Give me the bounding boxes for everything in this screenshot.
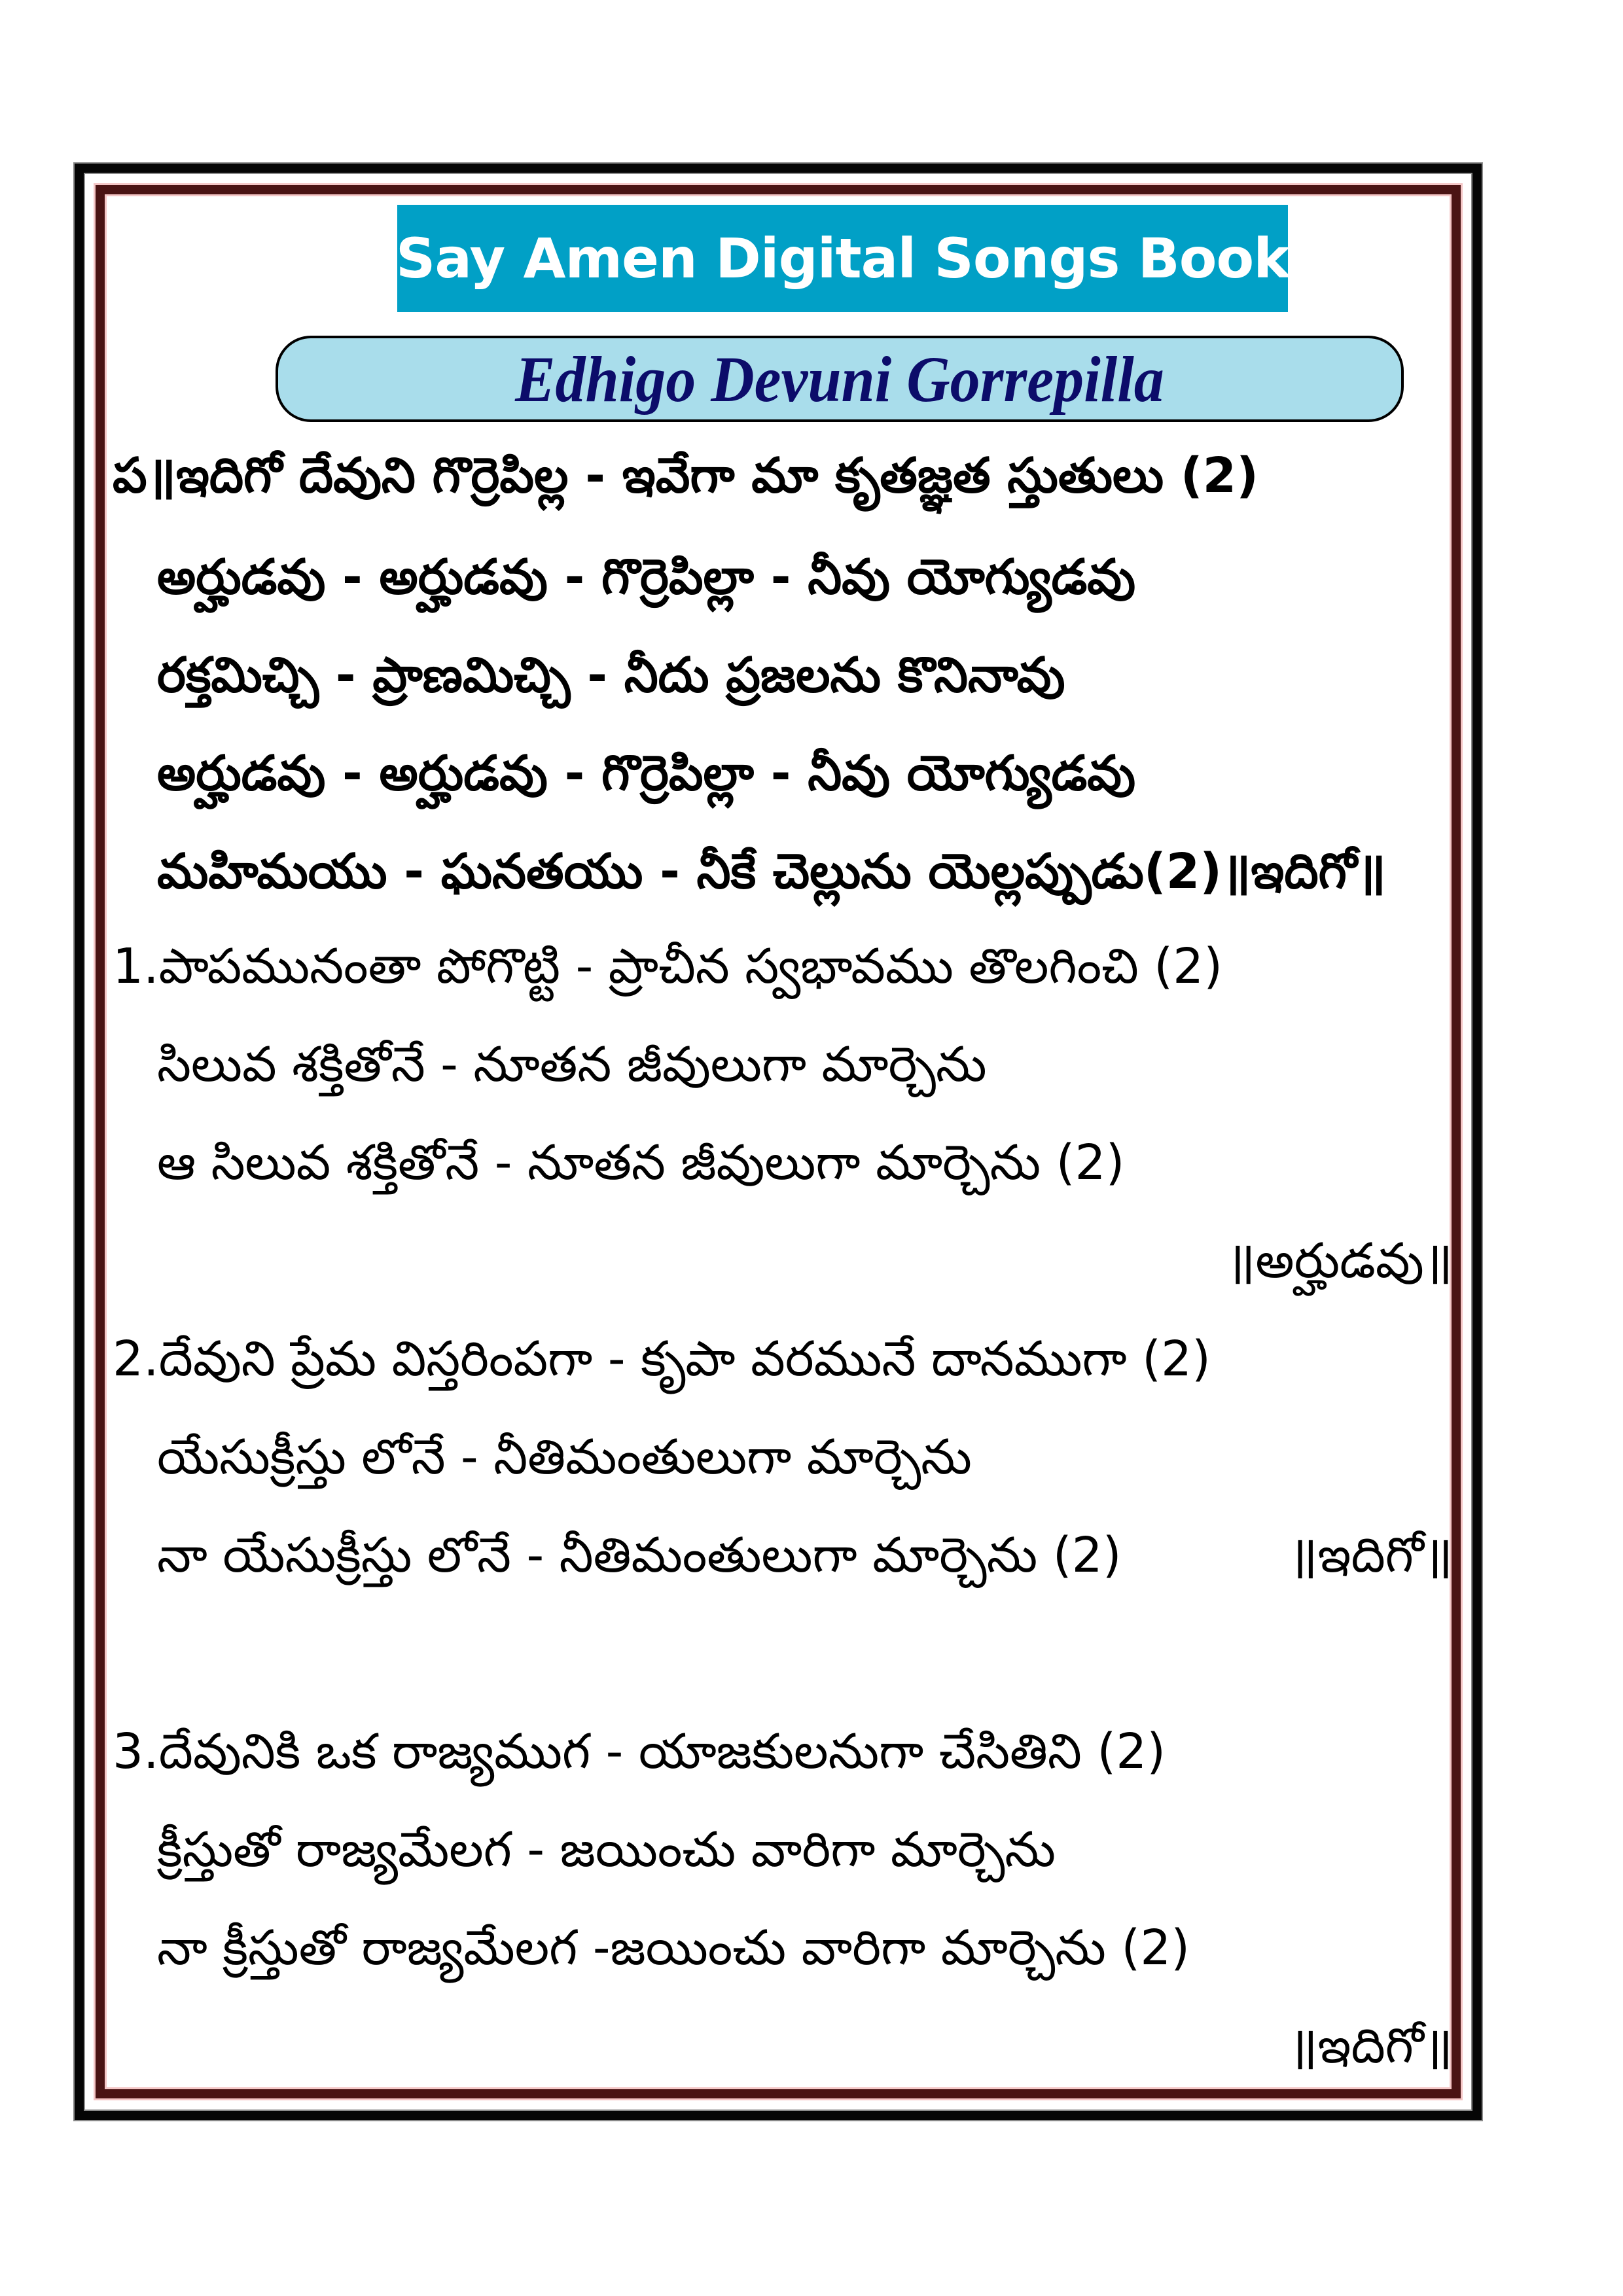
brand-banner-text: Say Amen Digital Songs Book	[395, 226, 1290, 291]
chorus-line: అర్హుడవు - అర్హుడవు - గొర్రెపిల్లా - నీవు యోగ్యుడవు	[157, 549, 1136, 605]
verse-3-line: నా క్రీస్తుతో రాజ్యమేలగ -జయించు వారిగా మార్చెను (2)	[157, 1920, 1190, 1976]
verse-3-line: 3.దేవునికి ఒక రాజ్యముగ - యాజకులనుగా చేసితిని (2)	[113, 1723, 1166, 1780]
verse-2-line: 2.దేవుని ప్రేమ విస్తరింపగా - కృపా వరమునే దానముగా (2)	[113, 1331, 1211, 1387]
verse-2-line: నా యేసుక్రీస్తు లోనే - నీతిమంతులుగా మార్చెను (2)	[157, 1527, 1122, 1583]
verse-3-line: క్రీస్తుతో రాజ్యమేలగ - జయించు వారిగా మార్చెను	[157, 1822, 1056, 1878]
verse-1-refrain: ॥అర్హుడవు॥	[1226, 1233, 1453, 1289]
chorus-line: మహిమయు - ఘనతయు - నీకే చెల్లును యెల్లప్పుడు(2)॥ఇదిగో॥	[157, 843, 1386, 900]
chorus-line: రక్తమిచ్చి - ప్రాణమిచ్చి - నీదు ప్రజలను కొనినావు	[157, 647, 1065, 703]
verse-2-refrain: ॥ఇదిగో॥	[1289, 1527, 1453, 1583]
verse-1-line: ఆ సిలువ శక్తితోనే - నూతన జీవులుగా మార్చెను (2)	[157, 1135, 1125, 1191]
verse-3-refrain: ॥ఇదిగో॥	[1289, 2018, 1453, 2074]
song-title: Edhigo Devuni Gorrepilla	[515, 342, 1164, 415]
chorus-line: అర్హుడవు - అర్హుడవు - గొర్రెపిల్లా - నీవు యోగ్యుడవు	[157, 745, 1136, 802]
chorus-line: ప॥ఇదిగో దేవుని గొర్రెపిల్ల - ఇవేగా మా కృతజ్ఞత స్తుతులు (2)	[113, 448, 1258, 504]
verse-1-line: సిలువ శక్తితోనే - నూతన జీవులుగా మార్చెను	[157, 1036, 987, 1093]
verse-2-line: యేసుక్రీస్తు లోనే - నీతిమంతులుగా మార్చెను	[157, 1429, 972, 1485]
verse-1-line: 1.పాపమునంతా పోగొట్టి - ప్రాచీన స్వభావము తొలగించి (2)	[113, 938, 1223, 995]
